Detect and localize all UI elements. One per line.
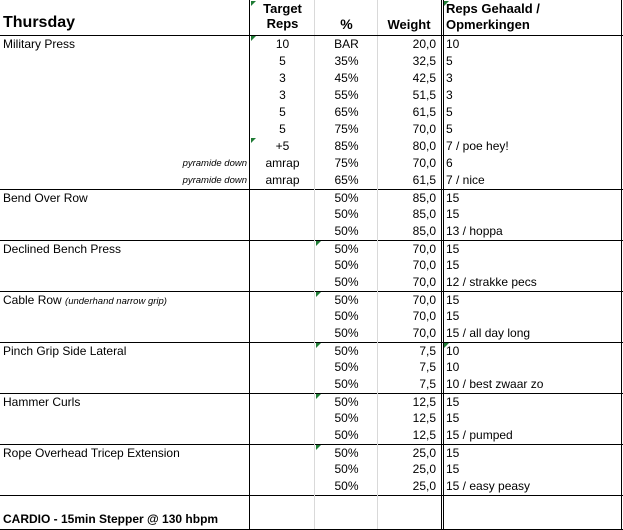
percent-cell[interactable]: 50% [334, 224, 359, 238]
table-row [0, 172, 623, 189]
weight-cell[interactable] [379, 410, 439, 427]
weight-value: 70,0 [412, 309, 436, 323]
weight-value: 7,5 [419, 360, 436, 374]
weight-cell[interactable] [379, 87, 439, 104]
comment-cell[interactable]: 5 [446, 105, 453, 119]
comment-cell[interactable]: 3 [446, 71, 453, 85]
weight-cell[interactable] [379, 308, 439, 325]
target-reps-cell[interactable] [251, 190, 314, 207]
table-row [0, 240, 623, 258]
table-row [0, 223, 623, 240]
target-reps-cell[interactable]: 5 [279, 105, 286, 119]
weight-cell[interactable] [379, 376, 439, 393]
target-reps-cell[interactable] [251, 325, 314, 342]
exercise-name [3, 70, 249, 87]
exercise-label: Declined Bench Press [3, 242, 122, 256]
weight-header: Weight [387, 17, 431, 32]
table-row [0, 155, 623, 172]
weight-value: 70,0 [412, 275, 436, 289]
table-row [0, 104, 623, 121]
weight-value: 25,0 [412, 446, 436, 460]
target-reps-cell[interactable] [251, 257, 314, 274]
table-row [0, 376, 623, 393]
exercise-name [3, 394, 249, 411]
cell-comment-marker-icon [316, 292, 321, 297]
comment-cell[interactable]: 15 / pumped [446, 428, 513, 442]
percent-cell[interactable]: 50% [334, 344, 359, 358]
weight-value: 25,0 [412, 462, 436, 476]
percent-cell[interactable]: 75% [334, 122, 359, 136]
exercise-label: Cable Row [3, 293, 62, 307]
weight-cell[interactable] [379, 394, 439, 411]
weight-value: 61,5 [412, 173, 436, 187]
target-reps-cell[interactable] [251, 241, 314, 258]
target-reps-cell[interactable] [251, 394, 314, 411]
exercise-name [3, 410, 249, 427]
weight-cell[interactable] [379, 206, 439, 223]
exercise-name [3, 461, 249, 478]
exercise-name [3, 138, 249, 155]
comments-header-line2: Opmerkingen [446, 17, 530, 32]
weight-cell[interactable] [379, 241, 439, 258]
percent-cell[interactable]: 50% [334, 411, 359, 425]
percent-cell[interactable]: 65% [334, 173, 359, 187]
cell-comment-marker-icon [251, 36, 256, 41]
percent-cell[interactable]: 50% [334, 395, 359, 409]
weight-cell[interactable] [379, 155, 439, 172]
target-reps-cell[interactable] [251, 223, 314, 240]
weight-value: 70,0 [412, 326, 436, 340]
cell-comment-marker-icon [316, 343, 321, 348]
exercise-name [3, 206, 249, 223]
exercise-name [3, 308, 249, 325]
comment-cell[interactable]: 7 / nice [446, 173, 485, 187]
exercise-name [3, 325, 249, 342]
percent-cell[interactable]: 50% [334, 326, 359, 340]
weight-cell[interactable] [379, 138, 439, 155]
percent-cell[interactable]: 50% [334, 191, 359, 205]
weight-value: 80,0 [412, 139, 436, 153]
target-reps-cell[interactable]: 5 [279, 54, 286, 68]
cell-comment-marker-icon [444, 343, 449, 348]
comment-cell[interactable]: 15 [446, 207, 460, 221]
comment-cell[interactable]: 12 / strakke pecs [446, 275, 537, 289]
exercise-name [3, 104, 249, 121]
table-row [0, 206, 623, 223]
table-row [0, 87, 623, 104]
target-reps-header-line2: Reps [266, 16, 299, 31]
row-note: pyramide down [182, 175, 247, 186]
column-divider-comments-2 [443, 0, 444, 530]
exercise-name [3, 376, 249, 393]
percent-cell[interactable]: 50% [334, 275, 359, 289]
comment-cell[interactable]: 10 [446, 344, 460, 358]
exercise-name [3, 343, 249, 360]
comment-cell[interactable]: 5 [446, 54, 453, 68]
header-divider [0, 35, 623, 36]
comment-cell[interactable]: 15 [446, 446, 460, 460]
percent-cell[interactable]: 50% [334, 293, 359, 307]
exercise-label: Bend Over Row [3, 191, 88, 205]
table-row [0, 121, 623, 138]
exercise-name [3, 359, 249, 376]
weight-value: 25,0 [412, 479, 436, 493]
target-reps-cell[interactable] [251, 445, 314, 462]
right-border [621, 0, 622, 530]
weight-value: 70,0 [412, 122, 436, 136]
target-reps-cell[interactable]: 3 [279, 71, 286, 85]
weight-cell[interactable] [379, 445, 439, 462]
exercise-label: Military Press [3, 37, 76, 51]
weight-value: 7,5 [419, 377, 436, 391]
weight-cell[interactable] [379, 121, 439, 138]
cell-comment-marker-icon [444, 1, 449, 6]
table-row [0, 308, 623, 325]
target-reps-header-line1: Target [263, 1, 302, 16]
exercise-name [3, 445, 249, 462]
target-reps-cell[interactable] [251, 343, 314, 360]
comment-cell[interactable]: 15 [446, 395, 460, 409]
weight-value: 70,0 [412, 156, 436, 170]
table-row [0, 427, 623, 444]
target-reps-cell[interactable] [251, 410, 314, 427]
percent-cell[interactable]: 75% [334, 156, 359, 170]
exercise-name [3, 87, 249, 104]
comment-cell[interactable]: 15 / all day long [446, 326, 531, 340]
table-row [0, 478, 623, 495]
percent-cell[interactable]: 50% [334, 258, 359, 272]
weight-cell[interactable] [379, 292, 439, 309]
weight-value: 70,0 [412, 258, 436, 272]
target-reps-cell[interactable]: amrap [265, 156, 300, 170]
table-row [0, 189, 623, 207]
table-row [0, 70, 623, 87]
weight-value: 12,5 [412, 395, 436, 409]
day-title: Thursday [3, 14, 76, 31]
cardio-note: CARDIO - 15min Stepper @ 130 hbpm [3, 512, 219, 526]
comment-cell[interactable]: 15 [446, 191, 460, 205]
weight-value: 70,0 [412, 242, 436, 256]
percent-cell[interactable]: 50% [334, 207, 359, 221]
weight-cell[interactable] [379, 223, 439, 240]
exercise-name [3, 274, 249, 291]
row-note: pyramide down [182, 158, 247, 169]
target-reps-cell[interactable] [251, 274, 314, 291]
target-reps-cell[interactable]: +5 [275, 139, 290, 153]
table-row [0, 342, 623, 360]
weight-cell[interactable] [379, 104, 439, 121]
cell-comment-marker-icon [316, 241, 321, 246]
percent-cell[interactable]: 65% [334, 105, 359, 119]
exercise-label: Rope Overhead Tricep Extension [3, 446, 180, 460]
comments-header-line1: Reps Gehaald / [446, 1, 540, 16]
table-row [0, 291, 623, 309]
percent-cell[interactable]: 50% [334, 360, 359, 374]
exercise-label: Hammer Curls [3, 395, 81, 409]
cell-comment-marker-icon [316, 394, 321, 399]
comment-cell[interactable]: 6 [446, 156, 453, 170]
exercise-name [3, 121, 249, 138]
weight-value: 85,0 [412, 191, 436, 205]
target-reps-cell[interactable] [251, 427, 314, 444]
percent-cell[interactable]: 50% [334, 462, 359, 476]
weight-value: 12,5 [412, 428, 436, 442]
table-row [0, 53, 623, 70]
exercise-name [3, 292, 249, 309]
weight-cell[interactable] [379, 343, 439, 360]
target-reps-cell[interactable]: 10 [275, 37, 290, 51]
percent-cell[interactable]: BAR [334, 37, 359, 51]
exercise-name [3, 53, 249, 70]
comment-cell[interactable]: 15 [446, 293, 460, 307]
target-reps-cell[interactable] [251, 376, 314, 393]
percent-header: % [340, 16, 353, 32]
target-reps-cell[interactable] [251, 461, 314, 478]
weight-value: 42,5 [412, 71, 436, 85]
comment-cell[interactable]: 15 / easy peasy [446, 479, 531, 493]
weight-cell[interactable] [379, 427, 439, 444]
percent-cell[interactable]: 50% [334, 479, 359, 493]
weight-value: 20,0 [412, 37, 436, 51]
percent-cell[interactable]: 45% [334, 71, 359, 85]
weight-value: 51,5 [412, 88, 436, 102]
comment-cell[interactable]: 15 [446, 242, 460, 256]
percent-cell[interactable]: 50% [334, 377, 359, 391]
percent-cell[interactable]: 55% [334, 88, 359, 102]
weight-cell[interactable] [379, 172, 439, 189]
table-row [0, 410, 623, 427]
comment-cell[interactable]: 13 / hoppa [446, 224, 503, 238]
percent-cell[interactable]: 35% [334, 54, 359, 68]
weight-value: 85,0 [412, 207, 436, 221]
comment-cell[interactable]: 15 [446, 411, 460, 425]
weight-cell[interactable] [379, 190, 439, 207]
table-row [0, 393, 623, 411]
comment-cell[interactable]: 10 / best zwaar zo [446, 377, 544, 391]
weight-value: 61,5 [412, 105, 436, 119]
table-row [0, 138, 623, 155]
exercise-name [3, 190, 249, 207]
weight-cell[interactable] [379, 53, 439, 70]
percent-cell[interactable]: 50% [334, 446, 359, 460]
target-reps-cell[interactable]: 3 [279, 88, 286, 102]
percent-cell[interactable]: 50% [334, 428, 359, 442]
cell-comment-marker-icon [251, 138, 256, 143]
comments-header [446, 1, 622, 33]
weight-cell[interactable] [379, 359, 439, 376]
target-reps-cell[interactable]: 5 [279, 122, 286, 136]
comment-cell[interactable]: 7 / poe hey! [446, 139, 509, 153]
exercise-label: Pinch Grip Side Lateral [3, 344, 127, 358]
weight-value: 7,5 [419, 344, 436, 358]
weight-cell[interactable] [379, 461, 439, 478]
weight-value: 70,0 [412, 293, 436, 307]
column-divider-reps [249, 0, 250, 530]
target-reps-cell[interactable] [251, 206, 314, 223]
table-row [0, 325, 623, 342]
target-reps-header [251, 1, 314, 31]
comment-cell[interactable]: 15 [446, 309, 460, 323]
exercise-name [3, 241, 249, 258]
cell-comment-marker-icon [251, 1, 256, 6]
weight-cell[interactable] [379, 257, 439, 274]
target-reps-cell[interactable] [251, 292, 314, 309]
column-divider-comments-1 [441, 0, 442, 530]
comment-cell[interactable]: 5 [446, 122, 453, 136]
weight-cell[interactable] [379, 70, 439, 87]
comment-cell[interactable]: 15 [446, 258, 460, 272]
target-reps-cell[interactable] [251, 359, 314, 376]
column-divider-weight [377, 0, 378, 530]
comment-cell[interactable]: 15 [446, 462, 460, 476]
weight-cell[interactable] [379, 36, 439, 53]
exercise-name [3, 478, 249, 495]
exercise-name [3, 36, 249, 53]
cardio-divider [0, 495, 623, 496]
target-reps-cell[interactable] [251, 478, 314, 495]
table-row [0, 36, 623, 53]
weight-value: 85,0 [412, 224, 436, 238]
weight-cell[interactable] [379, 274, 439, 291]
exercise-name [3, 257, 249, 274]
table-row [0, 257, 623, 274]
weight-value: 32,5 [412, 54, 436, 68]
percent-cell[interactable]: 85% [334, 139, 359, 153]
target-reps-cell[interactable] [251, 308, 314, 325]
comment-cell[interactable]: 10 [446, 360, 460, 374]
comment-cell[interactable]: 3 [446, 88, 453, 102]
weight-cell[interactable] [379, 325, 439, 342]
target-reps-cell[interactable]: amrap [265, 173, 300, 187]
weight-value: 12,5 [412, 411, 436, 425]
table-row [0, 444, 623, 462]
percent-cell[interactable]: 50% [334, 309, 359, 323]
weight-cell[interactable] [379, 478, 439, 495]
percent-cell[interactable]: 50% [334, 242, 359, 256]
table-row [0, 274, 623, 291]
exercise-name [3, 427, 249, 444]
comment-cell[interactable]: 10 [446, 37, 460, 51]
cell-comment-marker-icon [316, 445, 321, 450]
exercise-note: (underhand narrow grip) [65, 296, 167, 307]
table-row [0, 359, 623, 376]
column-divider-pct [314, 0, 315, 530]
exercise-name [3, 223, 249, 240]
table-row [0, 461, 623, 478]
